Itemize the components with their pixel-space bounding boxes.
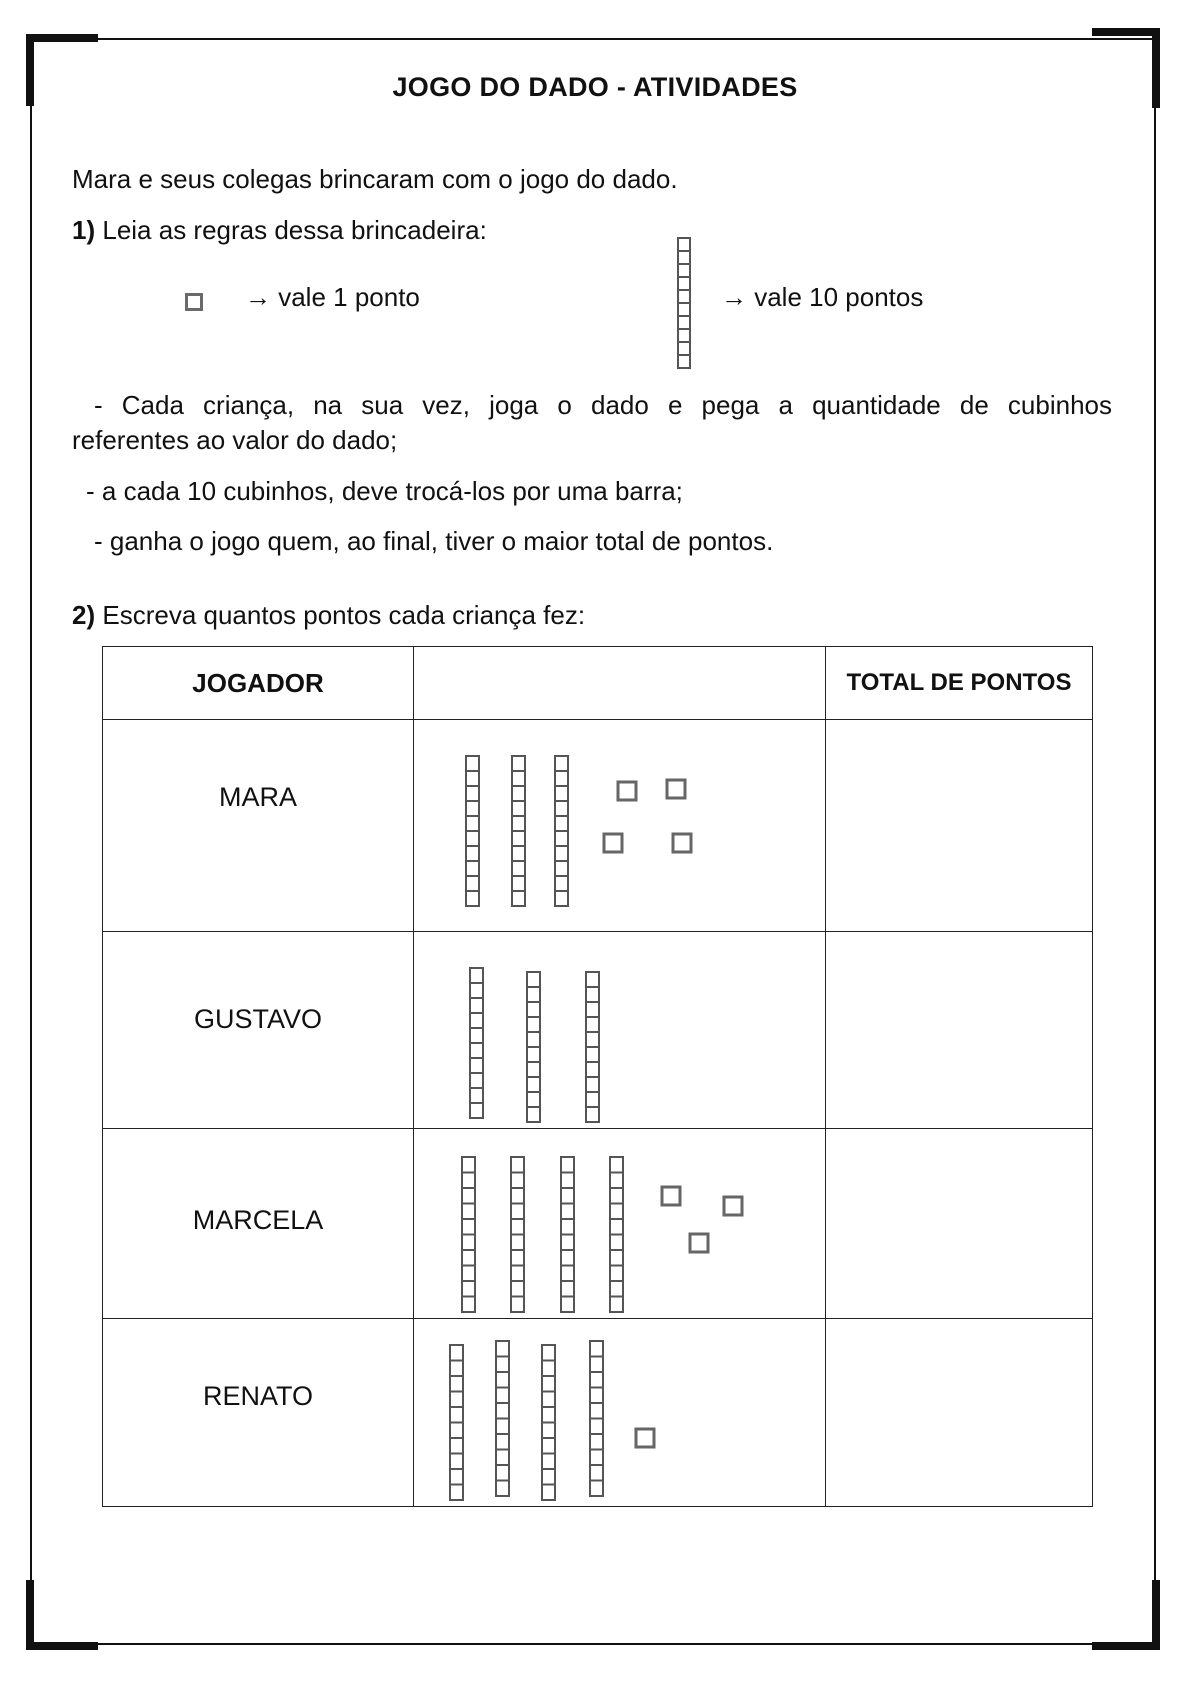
ten-bar <box>555 756 568 906</box>
total-answer-cell[interactable] <box>826 932 1093 1129</box>
bar-icon <box>676 236 694 370</box>
question-1 <box>72 215 487 246</box>
ten-bar <box>450 1345 463 1500</box>
total-answer-cell[interactable] <box>826 1319 1093 1507</box>
unit-cube <box>724 1197 742 1215</box>
ten-bar <box>512 756 525 906</box>
table-row <box>103 1319 1093 1507</box>
rule-3: - ganha o jogo quem, ao final, tiver o maior total de pontos. <box>94 526 774 556</box>
question-2 <box>72 600 585 631</box>
rule-2: - a cada 10 cubinhos, deve trocá-los por uma barra; <box>86 476 683 506</box>
blocks-cell <box>414 1129 826 1319</box>
blocks-cell <box>414 932 826 1129</box>
ten-bar <box>496 1341 509 1496</box>
legend-cube-text: → vale 1 ponto <box>245 282 420 312</box>
table-row <box>103 932 1093 1129</box>
player-name: MARCELA <box>192 1205 324 1235</box>
frame-corner-bottom-right-v <box>1152 1580 1160 1650</box>
table-header-row <box>103 647 1093 720</box>
question-2-text: Escreva quantos pontos cada criança fez: <box>102 600 586 630</box>
ten-bar <box>561 1157 574 1312</box>
cube-icon <box>185 293 203 311</box>
ten-bar <box>586 972 599 1122</box>
total-answer-cell[interactable] <box>826 720 1093 932</box>
unit-cube <box>673 834 691 852</box>
blocks-drawing <box>414 932 826 1129</box>
header-player: JOGADOR <box>103 647 414 720</box>
frame-corner-bottom-right <box>1092 1642 1160 1650</box>
rule-1-line-2: referentes ao valor do dado; <box>72 425 398 455</box>
ten-bar <box>678 238 690 368</box>
ten-bar <box>542 1345 555 1500</box>
unit-cube <box>662 1187 680 1205</box>
unit-cube <box>604 834 622 852</box>
intro-text: Mara e seus colegas brincaram com o jogo do dado. <box>72 164 678 194</box>
rule-1-line-1: - Cada criança, na sua vez, joga o dado e pega a quantidade de cubinhos <box>94 390 1112 420</box>
question-2-number: 2) <box>72 600 96 630</box>
blocks-drawing <box>414 1129 826 1319</box>
header-total: TOTAL DE PONTOS <box>826 647 1093 720</box>
blocks-drawing <box>414 1319 826 1507</box>
player-name: RENATO <box>202 1381 314 1411</box>
player-name-cell <box>103 932 414 1129</box>
unit-cube <box>636 1429 654 1447</box>
ten-bar <box>511 1157 524 1312</box>
table-row <box>103 1129 1093 1319</box>
player-name: GUSTAVO <box>193 1004 322 1034</box>
ten-bar <box>590 1341 603 1496</box>
score-table <box>102 646 1093 1507</box>
frame-corner-top-right <box>1092 28 1160 36</box>
player-name-cell <box>103 1129 414 1319</box>
frame-corner-bottom-left <box>26 1642 98 1650</box>
table-row <box>103 720 1093 932</box>
player-name: MARA <box>218 782 297 812</box>
player-name-cell <box>103 720 414 932</box>
page-title: JOGO DO DADO - ATIVIDADES <box>392 72 798 102</box>
legend-bar-text: → vale 10 pontos <box>721 282 924 312</box>
ten-bar <box>527 972 540 1122</box>
player-name-cell <box>103 1319 414 1507</box>
ten-bar <box>466 756 479 906</box>
blocks-cell <box>414 1319 826 1507</box>
question-1-number: 1) <box>72 215 96 245</box>
header-blocks <box>414 647 826 720</box>
unit-cube <box>690 1234 708 1252</box>
ten-bar <box>610 1157 623 1312</box>
total-answer-cell[interactable] <box>826 1129 1093 1319</box>
blocks-drawing <box>414 720 826 932</box>
frame-corner-top-left <box>26 34 98 42</box>
unit-cube <box>667 780 685 798</box>
blocks-cell <box>414 720 826 932</box>
unit-cube <box>618 782 636 800</box>
frame-corner-bottom-left-v <box>26 1580 34 1650</box>
ten-bar <box>470 968 483 1118</box>
ten-bar <box>462 1157 475 1312</box>
question-1-text: Leia as regras dessa brincadeira: <box>102 215 487 245</box>
